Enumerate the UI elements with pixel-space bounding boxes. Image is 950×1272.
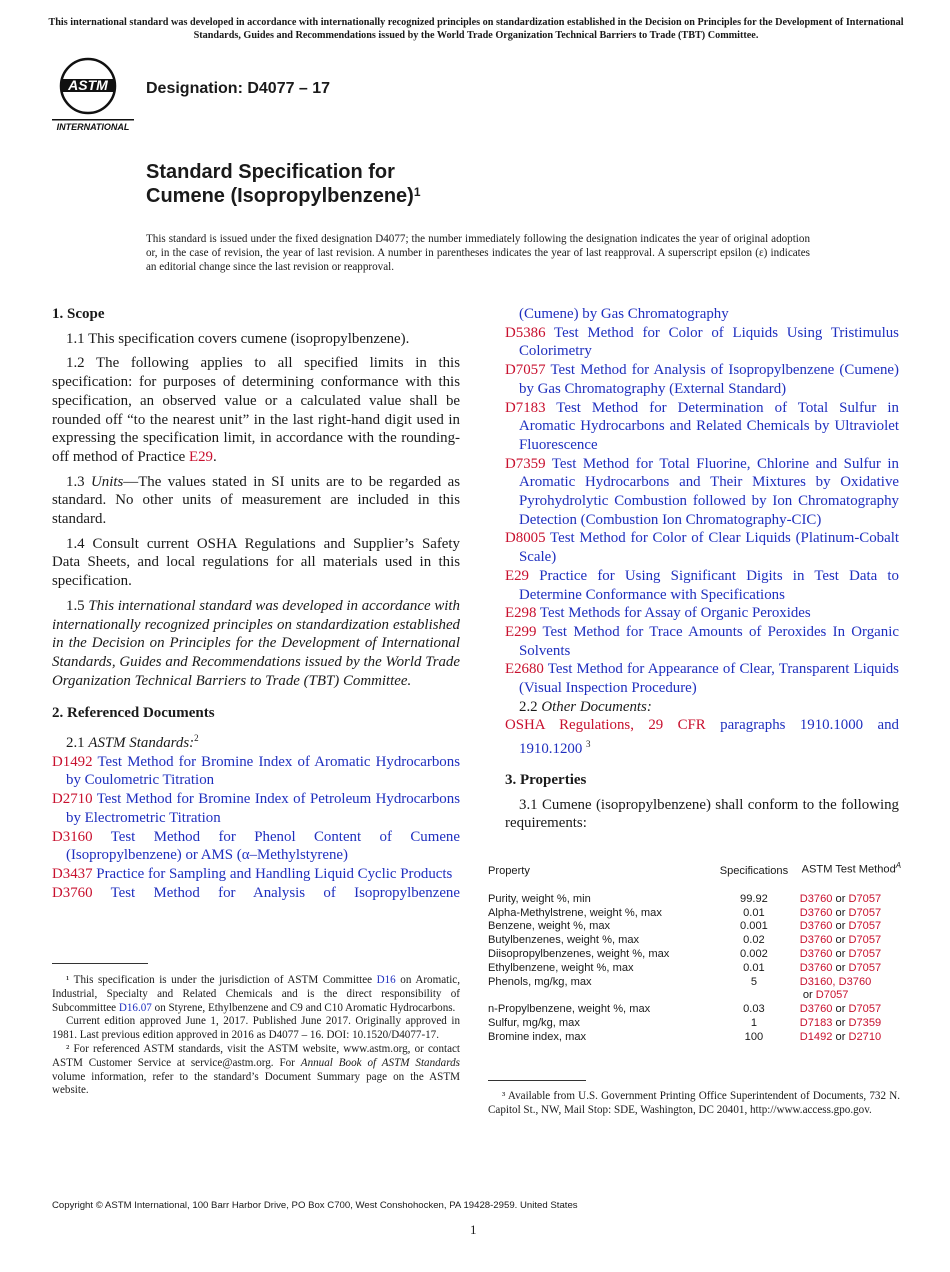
cell-method [794, 948, 903, 962]
cell-spec: 0.03 [743, 1003, 765, 1016]
col-header-method: ASTM Test Method$^A$ [801, 861, 902, 876]
method-link[interactable]: D3160, D3760 [799, 975, 872, 988]
astm-logo-icon [52, 56, 134, 132]
committee-link[interactable]: D16 [376, 974, 396, 986]
ref-item: E298 Test Methods for Assay of Organic Peroxides [505, 605, 811, 622]
ref-code[interactable]: D7359 [505, 455, 546, 472]
ref-code[interactable]: E298 [505, 605, 537, 622]
cell-method [794, 1017, 903, 1031]
cell-spec: 100 [744, 1030, 764, 1043]
ref-continuation: (Cumene) by Gas Chromatography [519, 306, 729, 322]
footnote-1: ¹ This specification is under the jurisdiction of ASTM Committee D16 on Aromatic, Industrial, Specialty and Related Chemicals and is the direct responsibility of Subcommittee D16.07 on Styrene, Ethylbenzene and C9 and C10 Aromatic Hydrocarbons. [52, 974, 460, 1014]
method-separator: or [832, 934, 849, 947]
method-separator: or [832, 906, 849, 919]
para-1-3: 1.3 Units—The values stated in SI units are to be regarded as standard. No other units of measurement are included in this standard. [52, 473, 460, 528]
method-link[interactable]: D7057 [848, 920, 882, 933]
method-link[interactable]: D7359 [848, 1016, 882, 1029]
method-separator: or [832, 892, 849, 905]
cell-property: Bromine index, max [488, 1030, 587, 1043]
title-line-1: Standard Specification for [146, 161, 395, 183]
preamble: This standard is issued under the fixed designation D4077; the number immediately following the designation indicates the year of original adoption or, in the case of revision, the year of last revision. A number in parentheses indicates the year of last reapproval. A superscript epsilon (ε) indicates an editorial change since the last revision or reapproval. [146, 233, 810, 273]
method-separator: or [799, 989, 816, 1002]
method-link[interactable]: D7057 [848, 906, 882, 919]
cell-method [794, 1003, 903, 1017]
table-row [488, 1003, 903, 1017]
ref-item: E29 Practice for Using Significant Digits in Test Data to Determine Conformance with Specifications [505, 567, 899, 603]
cell-method [794, 907, 903, 921]
method-link[interactable]: D7057 [848, 947, 882, 960]
cell-method [794, 1031, 903, 1045]
footnote-rule-left [52, 963, 148, 964]
para-1-2: 1.2 The following applies to all specified limits in this specification: for purposes of determining conformance with this specification, an observed value or a calculated value shall be rounded off “to the nearest unit” in the last right-hand digit used in expressing the specification limit, in accordance with the rounding-off method of Practice E29. [52, 355, 460, 465]
ref-item: D5386 Test Method for Color of Liquids Using Tristimulus Colorimetry [505, 324, 899, 360]
ref-item: D2710 Test Method for Bromine Index of Petroleum Hydrocarbons by Electrometric Titration [52, 791, 460, 826]
ref-item: D7057 Test Method for Analysis of Isopropylbenzene (Cumene) by Gas Chromatography (External Standard) [505, 362, 899, 397]
col-header-property: Property [488, 865, 530, 877]
ref-code[interactable]: D3160 [52, 828, 93, 845]
table-header-row [488, 859, 903, 879]
referenced-heading: 2. Referenced Documents [52, 705, 215, 722]
page-number: 1 [470, 1222, 477, 1237]
para-1-4: 1.4 Consult current OSHA Regulations and Supplier’s Safety Data Sheets, and local regulations for all materials used in this specification. [52, 535, 460, 590]
cell-property: Ethylbenzene, weight %, max [488, 961, 634, 974]
cell-method [794, 934, 903, 948]
ref-code[interactable]: D3437 [52, 865, 93, 882]
method-separator: or [832, 961, 849, 974]
footnote-1-edition: Current edition approved June 1, 2017. Published June 2017. Originally approved in 1981. Last previous edition approved in 2016 as D4077 – 16. DOI: 10.1520/D4077-17. [52, 1015, 460, 1042]
astm-logo [52, 56, 134, 137]
cell-method [794, 893, 903, 907]
table-row [488, 907, 903, 921]
subcommittee-link[interactable]: D16.07 [118, 1001, 152, 1014]
method-link[interactable]: D3760 [799, 934, 833, 947]
table-row [488, 920, 903, 934]
method-link[interactable]: D3760 [799, 947, 833, 960]
cell-property: n-Propylbenzene, weight %, max [488, 1003, 651, 1016]
properties-table [488, 859, 903, 1045]
method-separator: or [832, 1003, 849, 1016]
cell-method [794, 920, 903, 934]
cell-spec: 0.02 [743, 934, 765, 947]
table-row [488, 1031, 903, 1045]
cell-property: Benzene, weight %, max [488, 920, 611, 933]
cell-spec: 0.01 [743, 906, 765, 919]
cell-property: Sulfur, mg/kg, max [488, 1016, 580, 1029]
cell-method [794, 962, 903, 976]
ref-code[interactable]: D7183 [505, 399, 546, 416]
ref-code[interactable]: D7057 [505, 362, 546, 379]
copyright: Copyright © ASTM International, 100 Barr Harbor Drive, PO Box C700, West Conshohocken, PA 19428-2959. United States [52, 1200, 578, 1211]
method-link[interactable]: D3760 [799, 892, 833, 905]
footnotes-left [52, 974, 460, 1098]
para-2-1: 2.1 ASTM Standards:$^2$ [66, 733, 199, 752]
method-link[interactable]: D3760 [799, 961, 833, 974]
table-row [488, 962, 903, 976]
svg-text:INTERNATIONAL: INTERNATIONAL [56, 122, 130, 132]
method-link[interactable]: D1492 [799, 1030, 833, 1043]
table-row [488, 893, 903, 907]
method-link[interactable]: D7057 [848, 934, 882, 947]
ref-code[interactable]: E299 [505, 623, 537, 640]
table-row [488, 1017, 903, 1031]
method-link[interactable]: D7057 [848, 1003, 882, 1016]
method-separator: or [832, 1030, 849, 1043]
ref-item: D3160 Test Method for Phenol Content of Cumene (Isopropylbenzene) or AMS (α–Methylstyrene) [52, 828, 460, 864]
para-3-1: 3.1 Cumene (isopropylbenzene) shall conform to the following requirements: [505, 796, 899, 832]
method-link[interactable]: D7057 [815, 989, 849, 1002]
method-link[interactable]: D2710 [848, 1030, 882, 1043]
para-1-5: 1.5 This international standard was developed in accordance with internationally recognized principles on standardization established in the Decision on Principles for the Development of International Standards, Guides and Recommendations issued by the World Trade Organization Technical Barriers to Trade (TBT) Committee. [52, 597, 460, 689]
method-link[interactable]: D7057 [848, 961, 882, 974]
table-row [488, 934, 903, 948]
ref-item: D8005 Test Method for Color of Clear Liquids (Platinum-Cobalt Scale) [505, 530, 899, 566]
ref-link-e29[interactable]: E29 [189, 448, 214, 465]
cell-property: Diisopropylbenzenes, weight %, max [488, 947, 670, 960]
footnote-rule-right [488, 1080, 586, 1081]
document-title [146, 160, 421, 208]
ref-code[interactable]: D5386 [505, 324, 546, 341]
designation: Designation: D4077 – 17 [146, 80, 331, 97]
ref-item: E2680 Test Method for Appearance of Clear, Transparent Liquids (Visual Inspection Procedure) [505, 661, 899, 697]
ref-item: D1492 Test Method for Bromine Index of Aromatic Hydrocarbons by Coulometric Titration [52, 753, 460, 789]
cell-property: Phenols, mg/kg, max [488, 975, 592, 988]
footnote-3: ³ Available from U.S. Government Printing Office Superintendent of Documents, 732 N. Capitol St., NW, Mail Stop: SDE, Washington, DC 20401, http://www.access.gpo.gov. [488, 1090, 900, 1116]
col-header-spec: Specifications [719, 865, 789, 877]
ref-code[interactable]: D1492 [52, 753, 93, 770]
ref-code[interactable]: E2680 [505, 661, 544, 678]
para-2-2: 2.2 Other Documents: [519, 698, 652, 715]
properties-heading: 3. Properties [505, 771, 587, 788]
left-column [52, 305, 460, 902]
ref-code[interactable]: E29 [505, 567, 529, 584]
cell-method [794, 976, 903, 1004]
osha-link[interactable]: OSHA Regulations, 29 CFR [505, 717, 706, 734]
tbt-banner: This international standard was developed in accordance with internationally recognized principles on standardization established in the Decision on Principles for the Development of International Standards, Guides and Recommendations issued by the World Trade Organization Technical Barriers to Trade (TBT) Committee. [48, 17, 904, 41]
method-link[interactable]: D3760 [799, 920, 833, 933]
cell-spec: 99.92 [740, 892, 768, 905]
ref-code[interactable]: D8005 [505, 530, 546, 547]
cell-spec: 1 [750, 1016, 757, 1029]
cell-property: Butylbenzenes, weight %, max [488, 934, 640, 947]
cell-spec: 0.001 [740, 920, 768, 933]
cell-property: Alpha-Methylstrene, weight %, max [488, 906, 662, 919]
title-line-2: Cumene (Isopropylbenzene)$^1$ [146, 185, 421, 207]
svg-text:ASTM: ASTM [68, 77, 108, 93]
osha-ref: OSHA Regulations, 29 CFR paragraphs 1910.1000 and 1910.1200 $^3$ [505, 717, 899, 758]
method-separator: or [832, 947, 849, 960]
method-separator: or [832, 1016, 849, 1029]
cell-spec: 0.002 [740, 947, 768, 960]
footnote-2: ² For referenced ASTM standards, visit the ASTM website, www.astm.org, or contact ASTM Customer Service at service@astm.org. For Annual Book of ASTM Standards volume information, refer to the standard’s Document Summary page on the ASTM website. [52, 1042, 460, 1097]
method-link[interactable]: D7183 [799, 1016, 833, 1029]
scope-heading: 1. Scope [52, 306, 105, 322]
cell-spec: 0.01 [743, 961, 765, 974]
ref-code[interactable]: D3760 [52, 884, 93, 901]
ref-item: D7359 Test Method for Total Fluorine, Chlorine and Sulfur in Aromatic Hydrocarbons and Their Mixtures by Oxidative Pyrohydrolytic Combustion followed by Ion Chromatography Detection (Combustion Ion Chromatography-CIC) [505, 455, 899, 528]
method-link[interactable]: D3760 [799, 1003, 833, 1016]
ref-item: E299 Test Method for Trace Amounts of Peroxides In Organic Solvents [505, 623, 899, 659]
table-row [488, 948, 903, 962]
right-column [505, 305, 899, 833]
cell-property: Purity, weight %, min [488, 892, 591, 905]
ref-item: D3437 Practice for Sampling and Handling Liquid Cyclic Products [52, 865, 453, 882]
ref-item: D7183 Test Method for Determination of Total Sulfur in Aromatic Hydrocarbons and Related Chemicals by Ultraviolet Fluorescence [505, 399, 899, 453]
method-link[interactable]: D3760 [799, 906, 833, 919]
method-separator: or [832, 920, 849, 933]
ref-item: D3760 Test Method for Analysis of Isopropylbenzene [52, 884, 460, 901]
ref-code[interactable]: D2710 [52, 791, 93, 808]
para-1-1: 1.1 This specification covers cumene (isopropylbenzene). [66, 330, 410, 347]
cell-spec: 5 [750, 975, 757, 988]
table-row [488, 976, 903, 1004]
method-link[interactable]: D7057 [848, 892, 882, 905]
